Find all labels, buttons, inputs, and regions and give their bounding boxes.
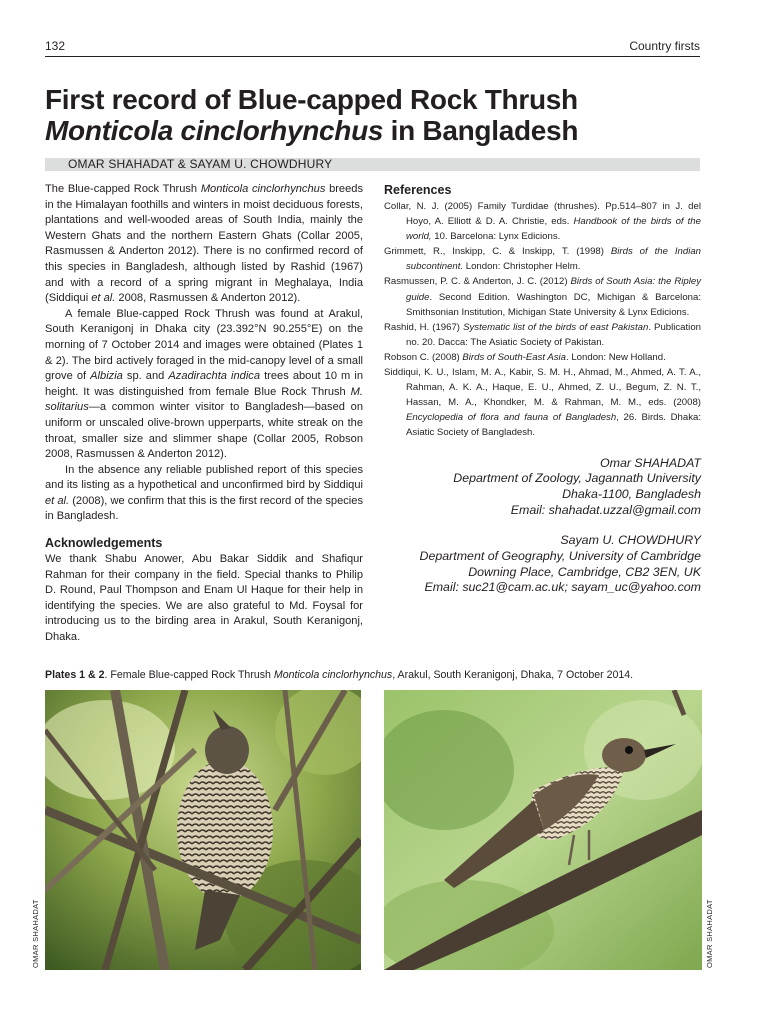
- ref-title: Birds of South Asia: the Ripley guide: [406, 276, 702, 303]
- address-city: Downing Place, Cambridge, CB2 3EN, UK: [468, 564, 701, 579]
- text-run: London: Christopher Helm.: [463, 261, 581, 273]
- ref-title: Birds of South-East Asia: [462, 351, 567, 363]
- text-run: Siddiqui, K. U., Islam, M. A., Kabir, S. M. H., Ahmad, M., Ahmed, A. T. A., Rahman, A. K. A., Haque, E. U., Ahmed, Z. U., Begum, Z. N. T., Hassan, M. A., Khondker, M. & Rahman, M. M., eds. (2008): [384, 367, 701, 409]
- section-title: Country firsts: [629, 39, 700, 53]
- ref-title: Encyclopedia of flora and fauna of Bangladesh: [406, 412, 617, 424]
- title-line-2-rest: in Bangladesh: [383, 115, 579, 146]
- ref-title: Systematic list of the birds of east Pakistan: [463, 321, 649, 333]
- reference-item: [384, 199, 701, 244]
- text-run: , 26. Birds. Dhaka: Asiatic Society of Bangladesh.: [406, 412, 701, 439]
- title-line-1: First record of Blue-capped Rock Thrush: [45, 84, 578, 115]
- plate-2-image: [384, 690, 702, 970]
- article-title: [45, 84, 705, 146]
- reference-item: [384, 320, 701, 350]
- text-run: A female Blue-capped Rock Thrush was found at Arakul, South Keranigonj in Dhaka city (23.392°N 90.255°E) on the morning of 7 October 2014 and images were obtained (Plates 1 & 2). The bird actively foraged in the mid-canopy level of a small grove of: [45, 307, 363, 383]
- address-name: Sayam U. CHOWDHURY: [560, 533, 701, 548]
- address-email: Email: suc21@cam.ac.uk; sayam_uc@yahoo.com: [424, 580, 701, 595]
- text-run: trees about 10 m in height. It was distinguished from female Blue Rock Thrush: [45, 370, 364, 398]
- right-column: [384, 182, 701, 596]
- body-paragraph-2: [45, 307, 363, 463]
- reference-item: [384, 244, 701, 274]
- species-name: Monticola cinclorhynchus: [200, 183, 326, 195]
- text-run: . Female Blue-capped Rock Thrush: [104, 669, 274, 681]
- page-number: 132: [45, 39, 66, 53]
- plate-1-image: [45, 690, 361, 970]
- body-paragraph-1: [45, 182, 363, 307]
- address-name: Omar SHAHADAT: [600, 455, 701, 470]
- title-line-2: [45, 115, 705, 146]
- plate-2-photo: [384, 690, 702, 970]
- title-species-name: Monticola cinclorhynchus: [45, 115, 384, 146]
- body-paragraph-3: [45, 463, 363, 525]
- author-address-2: [384, 533, 701, 596]
- photo-credit-1: OMAR SHAHADAT: [31, 899, 40, 968]
- text-run: 10. Barcelona: Lynx Edicions.: [431, 231, 561, 243]
- species-name: Albizia: [90, 370, 123, 383]
- text-run: The Blue-capped Rock Thrush: [45, 183, 201, 195]
- reference-item: [384, 365, 701, 440]
- text-run: In the absence any reliable published report of this species and its listing as a hypothetical and unconfirmed bird by Siddiqui: [45, 463, 363, 492]
- photo-credit-2: OMAR SHAHADAT: [705, 899, 714, 968]
- text-run: Rashid, H. (1967): [384, 321, 464, 333]
- plate-1-photo: [45, 690, 361, 970]
- text-run: (2008), we confirm that this is the first record of the species in Bangladesh.: [45, 494, 363, 523]
- species-name: Azadirachta indica: [168, 370, 261, 383]
- text-run: Rasmussen, P. C. & Anderton, J. C. (2012): [384, 276, 571, 288]
- text-run: . Publication no. 20. Dacca: The Asiatic Society of Pakistan.: [406, 321, 701, 348]
- text-run: . Second Edition. Washington DC, Michigan & Barcelona: Smithsonian Institution, Michigan State University & Lynx Edicions.: [406, 291, 701, 318]
- text-run: , Arakul, South Keranigonj, Dhaka, 7 October 2014.: [392, 669, 634, 681]
- text-run: —a common winter visitor to Bangladesh—based on uniform or unscaled olive-brown upperparts, white streak on the throat, smaller size and slimmer shape (Collar 2005, Robson 2008, Rasmussen & Anderton 2012).: [45, 401, 363, 461]
- ref-title: Handbook of the birds of the world,: [406, 216, 701, 243]
- address-department: Department of Geography, University of Cambridge: [419, 549, 701, 564]
- header-divider: [45, 56, 700, 57]
- text-run: breeds in the Himalayan foothills and winters in moist deciduous forests, plantations and well-wooded areas of South India, mainly the Western Ghats and the northern Eastern Ghats (Collar 2005, Rasmussen & Anderton 2012). There is no confirmed record of this species in Bangladesh, although listed by Rashid (1967) and with a record of a spring migrant in Meghalaya, India (Siddiqui: [45, 183, 363, 305]
- acknowledgements-heading: Acknowledgements: [45, 536, 163, 551]
- species-name: M. solitarius: [45, 385, 363, 414]
- ref-title: Birds of the Indian subcontinent.: [406, 246, 701, 273]
- text-run: sp. and: [122, 370, 169, 383]
- text-run: Grimmett, R., Inskipp, C. & Inskipp, T. (1998): [384, 246, 611, 258]
- text-run: Robson C. (2008): [384, 351, 463, 363]
- left-column: [45, 182, 363, 646]
- author-names: OMAR SHAHADAT & SAYAM U. CHOWDHURY: [68, 157, 333, 171]
- species-name: Monticola cinclorhynchus: [273, 669, 393, 681]
- address-city: Dhaka-1100, Bangladesh: [562, 486, 701, 501]
- text-run: 2008, Rasmussen & Anderton 2012).: [115, 292, 301, 305]
- references-heading: References: [384, 183, 452, 197]
- reference-item: [384, 274, 701, 319]
- author-address-1: [384, 456, 701, 519]
- reference-item: [384, 350, 701, 365]
- acknowledgements-text: We thank Shabu Anower, Abu Bakar Siddik and Shafiqur Rahman for their company in the field. Special thanks to Philip D. Round, Paul Thompson and Enam Ul Haque for their help in identifying the species. We are also grateful to Md. Foysal for introducing us to the birding area in Arakul, South Keranigonj, Dhaka.: [45, 553, 363, 644]
- address-department: Department of Zoology, Jagannath University: [453, 471, 701, 486]
- caption-label: Plates 1 & 2: [45, 669, 105, 681]
- text-run: Collar, N. J. (2005) Family Turdidae (thrushes). Pp.514–807 in J. del Hoyo, A. Elliott & D. A. Christie, eds.: [384, 201, 701, 228]
- italic-text: et al.: [91, 292, 116, 305]
- italic-text: et al.: [45, 494, 70, 507]
- text-run: . London: New Holland.: [566, 351, 666, 363]
- plates-caption: [45, 669, 705, 681]
- address-email: Email: shahadat.uzzal@gmail.com: [510, 502, 701, 517]
